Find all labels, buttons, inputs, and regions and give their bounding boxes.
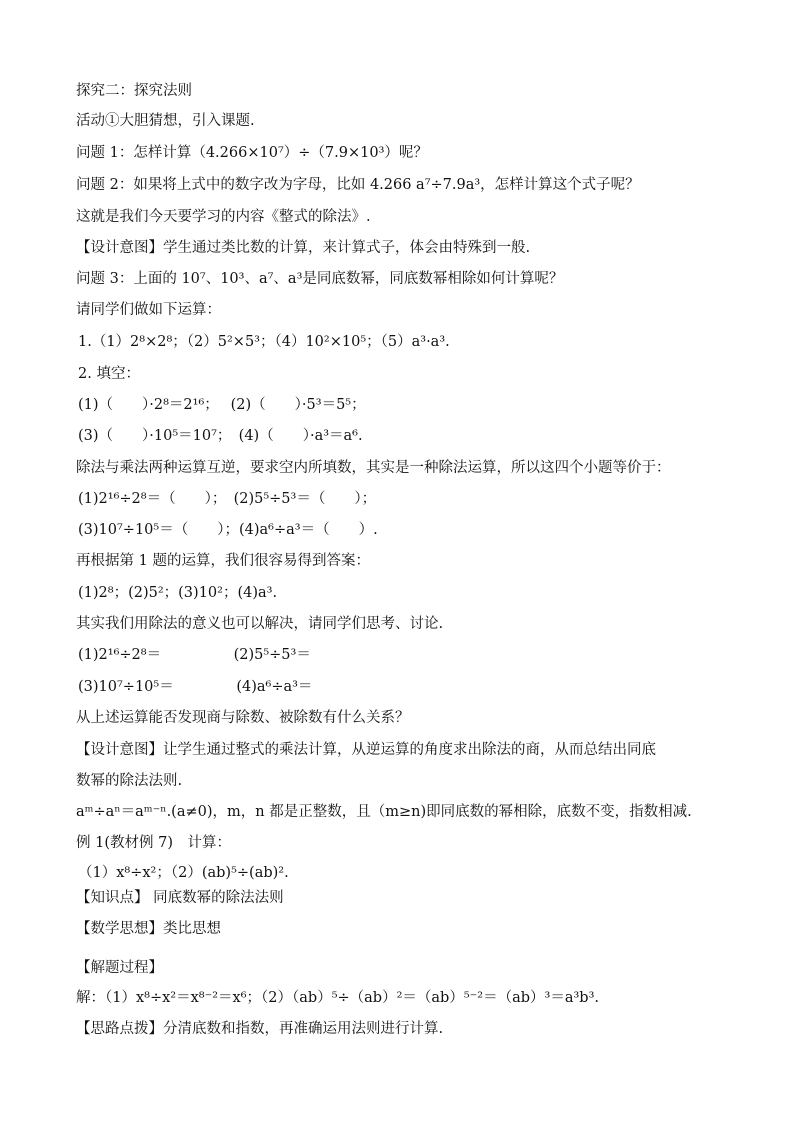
question-3: 问题 3：上面的 10⁷、10³、a⁷、a³是同底数幂，同底数幂相除如何计算呢？ (76, 271, 564, 287)
section-heading: 探究二：探究法则 (76, 83, 192, 99)
design-intent-2: 【设计意图】让学生通过整式的乘法计算，从逆运算的角度求出除法的商，从而总结出同底 (76, 742, 656, 758)
example-problems: （1）x⁸÷x²；（2）(ab)⁵÷(ab)². (78, 865, 289, 881)
meaning-row-2: (3)10⁷÷10⁵＝ (4)a⁶÷a³＝ (78, 679, 313, 695)
answer-intro: 再根据第 1 题的运算，我们很容易得到答案： (76, 553, 370, 569)
instruction-line: 请同学们做如下运算： (76, 302, 221, 318)
example-heading: 例 1(教材例 7) 计算： (76, 835, 231, 851)
discussion-line: 其实我们用除法的意义也可以解决，请同学们思考、讨论. (76, 616, 444, 632)
division-rule: aᵐ÷aⁿ＝aᵐ⁻ⁿ.(a≠0)，m，n 都是正整数，且（m≥n)即同底数的幂相除，底数不变，指数相减. (76, 804, 692, 820)
meaning-row-1: (1)2¹⁶÷2⁸＝ (2)5⁵÷5³＝ (78, 647, 311, 663)
fill-blank-row-2: (3)（ ）·10⁵＝10⁷； (4)（ ）·a³＝a⁶. (78, 428, 363, 444)
thinking-tips: 【思路点拨】分清底数和指数，再准确运用法则进行计算. (76, 1021, 444, 1037)
topic-intro: 这就是我们今天要学习的内容《整式的除法》. (76, 209, 371, 225)
inverse-explanation: 除法与乘法两种运算互逆，要求空内所填数，其实是一种除法运算，所以这四个小题等价于： (76, 460, 671, 476)
division-row-1: (1)2¹⁶÷2⁸＝（ ）； (2)5⁵÷5³＝（ ）； (78, 491, 377, 507)
exercise-2-title: 2. 填空： (78, 366, 140, 382)
question-2: 问题 2：如果将上式中的数字改为字母，比如 4.266 a⁷÷7.9a³，怎样计算这个式子呢？ (76, 177, 640, 193)
solution-heading: 【解题过程】 (76, 960, 163, 976)
exercise-1: 1.（1）2⁸×2⁸；（2）5²×5³；（4）10²×10⁵；（5）a³·a³. (78, 334, 450, 350)
math-thinking: 【数学思想】类比思想 (76, 921, 221, 937)
relation-question: 从上述运算能否发现商与除数、被除数有什么关系？ (76, 710, 410, 726)
design-intent-2-cont: 数幂的除法法则. (76, 773, 183, 789)
knowledge-point: 【知识点】 同底数幂的除法法则 (76, 890, 284, 906)
design-intent-1: 【设计意图】学生通过类比数的计算，来计算式子，体会由特殊到一般. (76, 240, 531, 256)
answer-row: (1)2⁸；(2)5²；(3)10²；(4)a³. (78, 585, 278, 601)
solution-line: 解：（1）x⁸÷x²＝x⁸⁻²＝x⁶；（2）（ab）⁵÷（ab）²＝（ab）⁵⁻²＝（ab）³＝a³b³. (76, 990, 600, 1006)
division-row-2: (3)10⁷÷10⁵＝（ ）；(4)a⁶÷a³＝（ ）. (78, 522, 378, 538)
activity-line: 活动①大胆猜想，引入课题. (76, 113, 255, 129)
question-1: 问题 1：怎样计算（4.266×10⁷）÷（7.9×10³）呢？ (76, 145, 428, 161)
fill-blank-row-1: (1)（ ）·2⁸＝2¹⁶； (2)（ ）·5³＝5⁵； (78, 397, 366, 413)
